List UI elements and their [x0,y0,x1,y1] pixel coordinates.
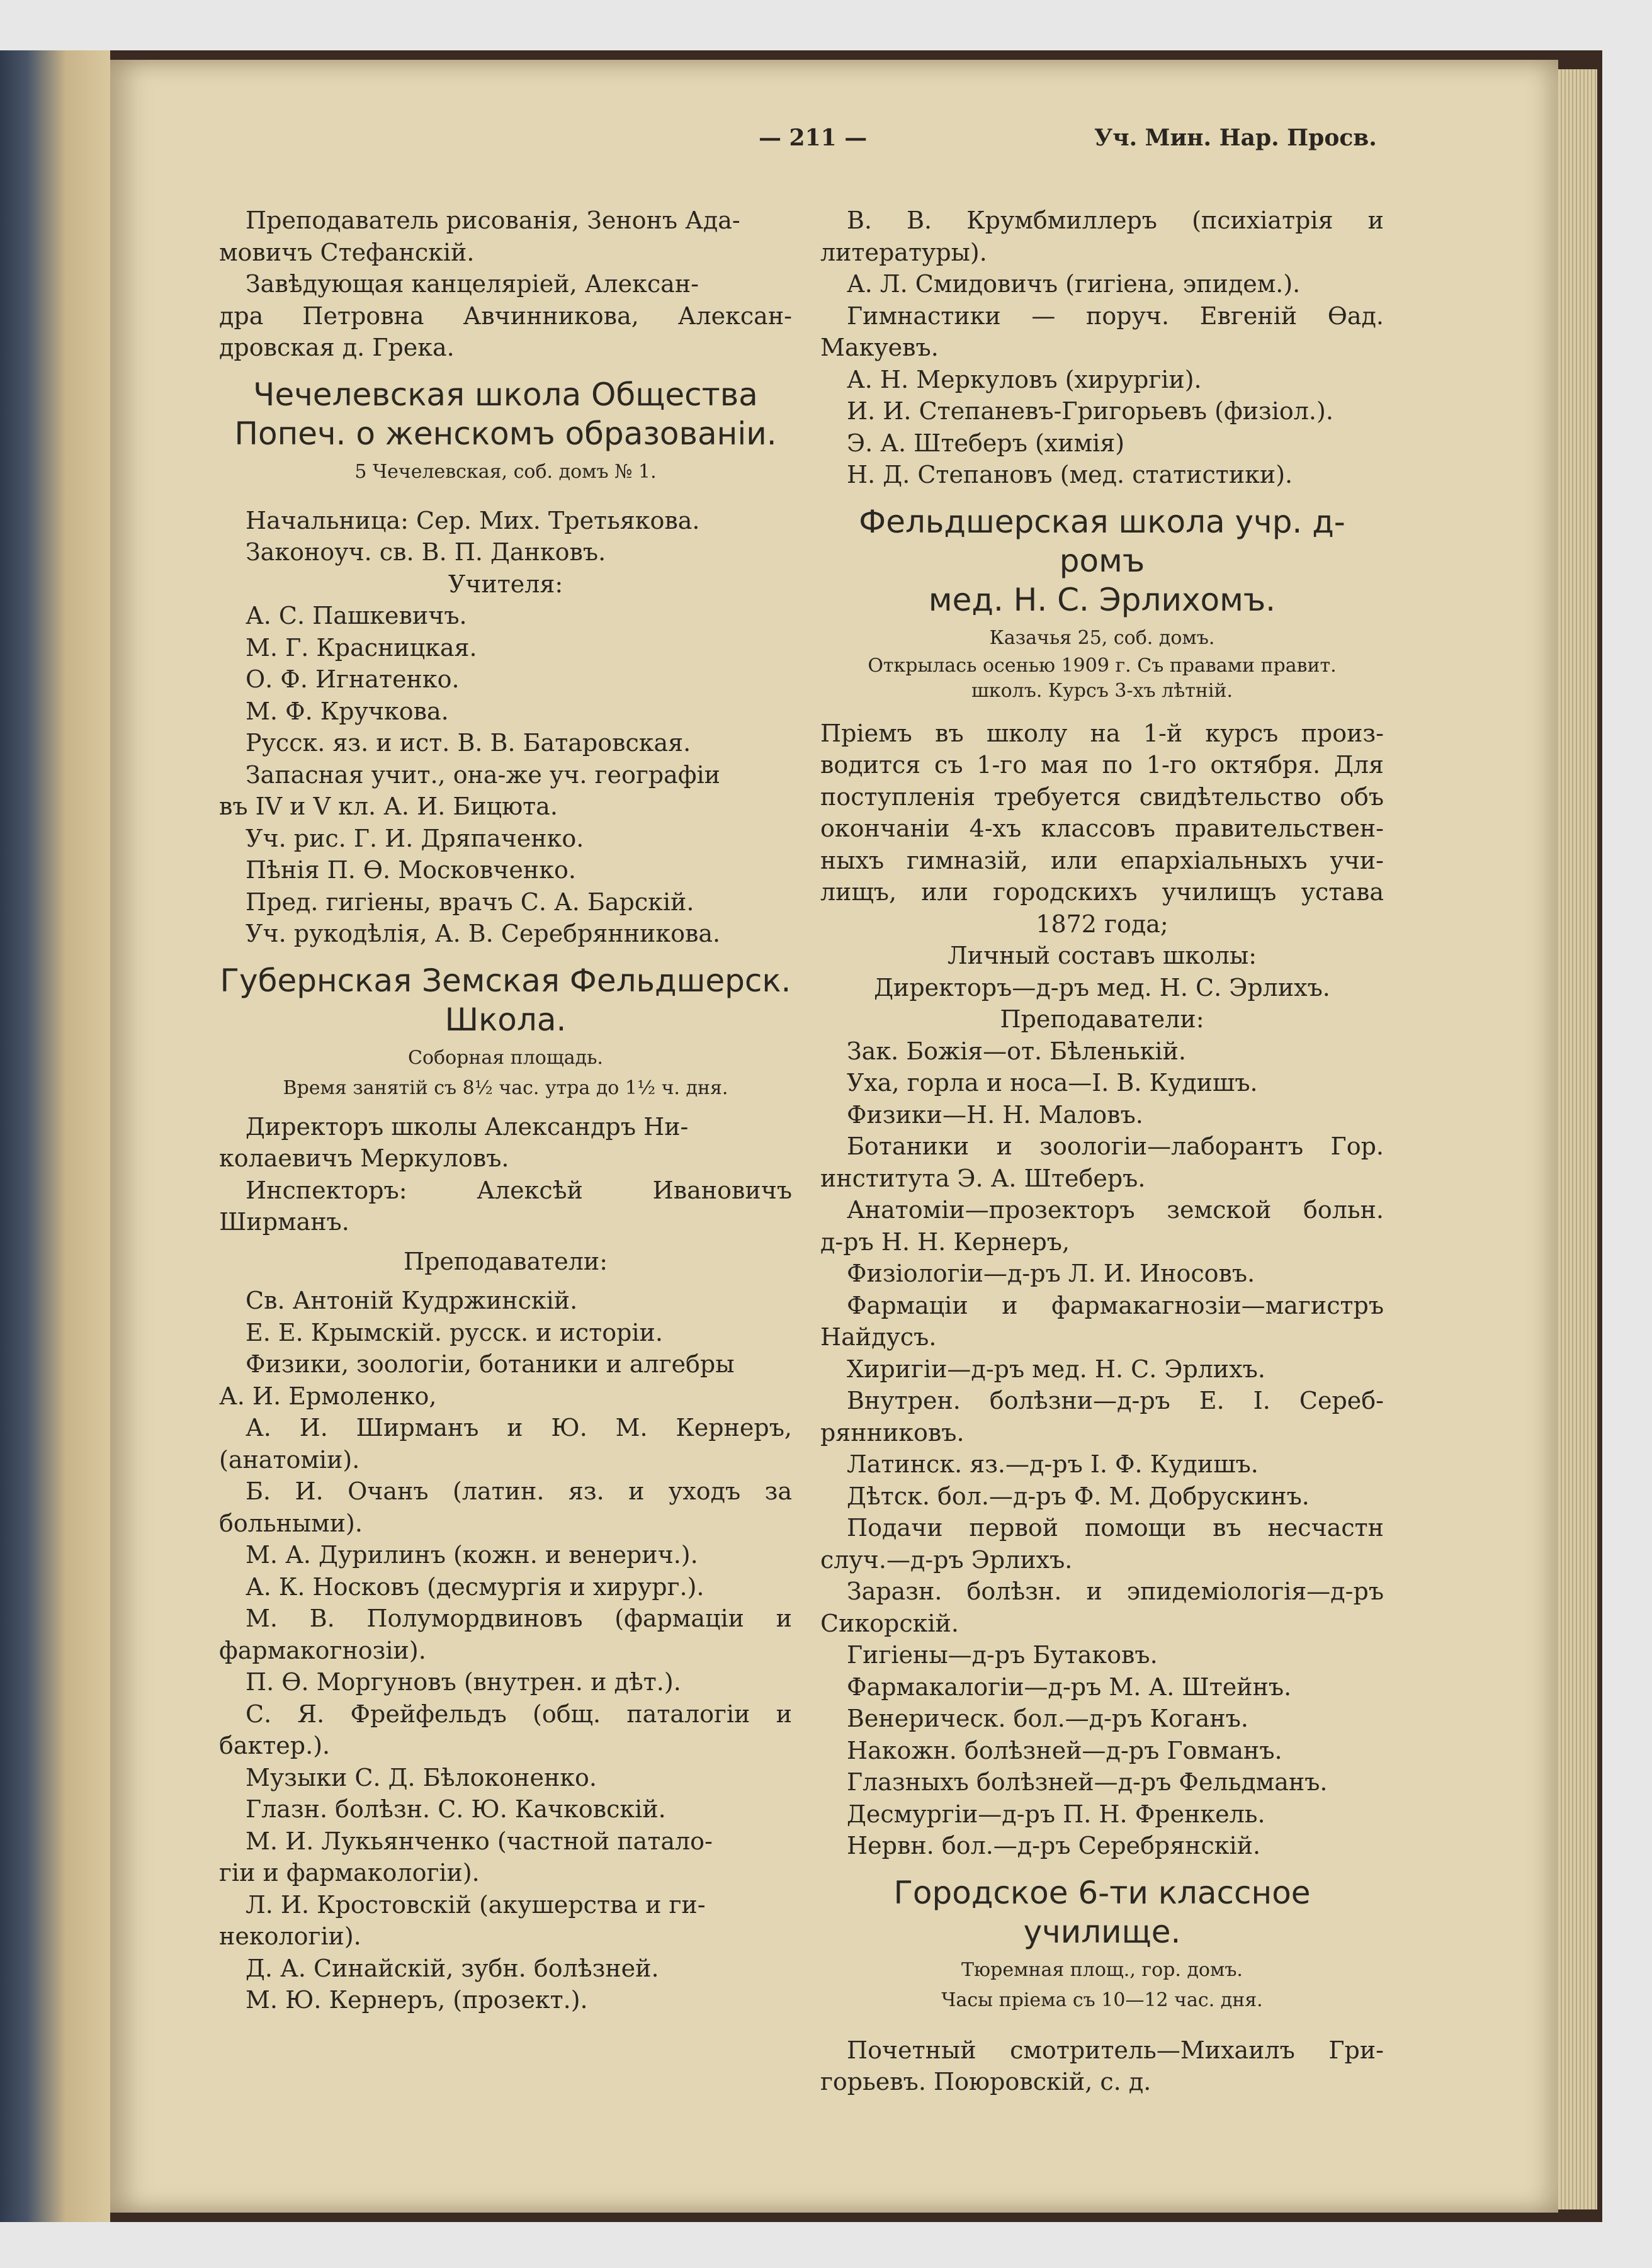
text-line: д-ръ Н. Н. Кернеръ, [820,1227,1070,1256]
text-line: Е. Е. Крымскій. русск. и исторіи. [246,1318,663,1346]
text-line: Ширманъ. [219,1208,349,1236]
text-line: (анатоміи). [219,1445,360,1474]
text-line: А. Л. Смидовичъ (гигіена, эпидем.). [847,270,1301,298]
text-line: Анатоміи—прозекторъ земской больн. [847,1196,1384,1224]
section-address: Соборная площадь. [408,1046,603,1069]
text-line: Директоръ—д-ръ мед. Н. С. Эрлихъ. [874,973,1330,1001]
text-line: Сикорскій. [820,1609,959,1637]
section-note: Открылась осенью 1909 г. Съ правами правит. [868,654,1337,677]
text-line: М. Ю. Кернеръ, (прозект.). [246,1986,588,2014]
text-line: Законоуч. св. В. П. Данковъ. [246,538,606,566]
text-line: А. И. Ширманъ и Ю. М. Кернеръ, [246,1414,792,1441]
text-line: Гигіены—д-ръ Бутаковъ. [847,1641,1158,1669]
text-line: Св. Антоній Кудржинскій. [246,1287,578,1314]
section-title-gorodskoe-uchilishche: Городское 6-ти классное училище. [893,1874,1311,1950]
text-line: Л. И. Кростовскій (акушерства и ги- [246,1890,706,1919]
text-line: Пѣнія П. Ѳ. Московченко. [246,856,576,884]
left-column [219,205,792,2016]
section-address: 5 Чечелевская, соб. домъ № 1. [354,460,657,483]
text-line: А. Н. Меркуловъ (хирургіи). [847,365,1202,393]
text-line: Директоръ школы Александръ Ни- [246,1112,689,1141]
section-hours: Часы пріема съ 10—12 час. дня. [941,1989,1263,2011]
section-note: школъ. Курсъ 3-хъ лѣтній. [971,679,1233,702]
text-line: горьевъ. Поюровскій, с. д. [820,2068,1151,2096]
text-line: Латинск. яз.—д-ръ І. Ф. Кудишъ. [847,1450,1259,1478]
text-line: Макуевъ. [820,334,939,361]
text-line: Фармакалогіи—д-ръ М. А. Штейнъ. [847,1673,1292,1701]
section-hours: Время занятій съ 8½ час. утра до 1½ ч. дня. [283,1076,728,1099]
book-spine [0,50,110,2222]
text-line: поступленія требуется свидѣтельство объ [820,782,1384,811]
text-line: Зак. Божія—от. Бѣленькій. [847,1037,1186,1065]
text-line: Гимнастики — поруч. Евгеній Ѳад. [847,302,1384,330]
text-line: Начальница: Сер. Мих. Третьякова. [246,506,700,534]
section-address: Тюремная площ., гор. домъ. [961,1958,1243,1981]
text-line: Заразн. болѣзн. и эпидеміологія—д-ръ [847,1577,1384,1605]
text-line: некологіи). [219,1922,361,1950]
text-line: П. Ѳ. Моргуновъ (внутрен. и дѣт.). [246,1668,681,1696]
text-line: Уха, горла и носа—І. В. Кудишъ. [847,1069,1258,1097]
section-title-chechelevskaya: Чечелевская школа Общества Попеч. о женскомъ образованіи. [234,376,777,452]
text-line: мовичъ Стефанскій. [219,238,475,266]
text-line: Н. Д. Степановъ (мед. статистики). [847,461,1293,488]
text-line: Физики, зоологіи, ботаники и алгебры [246,1350,735,1378]
text-line: Пред. гигіены, врачъ С. А. Барскій. [246,888,694,916]
page-number: — 211 — [759,125,868,151]
subheading: Личный составъ школы: [947,942,1257,969]
text-line: Дѣтск. бол.—д-ръ Ф. М. Добрускинъ. [847,1482,1310,1510]
text-line: литературы). [820,238,987,266]
text-line: Пріемъ въ школу на 1-й курсъ произ- [820,719,1384,747]
text-line: Завѣдующая канцеляріей, Алексан- [246,270,699,298]
text-line: М. И. Лукьянченко (частной патало- [246,1827,713,1855]
text-line: Инспекторъ: Алексѣй Ивановичъ [246,1176,792,1204]
text-line: въ IV и V кл. А. И. Бицюта. [219,793,558,820]
text-line: колаевичъ Меркуловъ. [219,1144,509,1172]
right-column [820,205,1384,2098]
subheading: Преподаватели: [403,1247,608,1275]
text-line: М. В. Полумордвиновъ (фармаціи и [246,1605,792,1632]
text-line: института Э. А. Штеберъ. [820,1164,1146,1192]
text-line: 1872 года; [1036,910,1168,938]
text-line: Почетный смотритель—Михаилъ Гри- [847,2036,1384,2064]
text-line: водится съ 1-го мая по 1-го октября. Для [820,751,1384,779]
text-line: С. Я. Фрейфельдъ (общ. паталогіи и [246,1700,792,1728]
text-line: Хиригіи—д-ръ мед. Н. С. Эрлихъ. [847,1355,1265,1383]
text-line: В. В. Крумбмиллеръ (психіатрія и [847,206,1384,234]
text-line: Ботаники и зоологіи—лаборантъ Гор. [847,1132,1384,1160]
section-title-gubernskaya: Губернская Земская Фельдшерск. Школа. [220,962,791,1038]
text-line: фармакогнозіи). [219,1636,426,1664]
text-line: М. Г. Красницкая. [246,633,477,662]
text-line: Преподаватель рисованія, Зенонъ Ада- [246,206,740,234]
text-line: Накожн. болѣзней—д-ръ Говманъ. [847,1736,1282,1764]
text-line: Найдусъ. [820,1323,937,1351]
text-line: бактер.). [219,1732,331,1759]
text-line: лищъ, или городскихъ училищъ устава [820,878,1384,906]
text-line: М. А. Дурилинъ (кожн. и венерич.). [246,1541,698,1569]
subheading: Учителя: [448,570,563,598]
text-line: гіи и фармакологіи). [219,1859,480,1887]
page-edges [1558,69,1597,2209]
text-line: Э. А. Штеберъ (химія) [847,429,1125,457]
text-line: больными). [219,1509,363,1537]
text-line: Подачи первой помощи въ несчастн [847,1514,1384,1542]
text-line: М. Ф. Кручкова. [246,697,449,725]
text-line: окончаніи 4-хъ классовъ правительствен- [820,815,1384,842]
text-line: рянниковъ. [820,1418,965,1447]
text-line: А. К. Носковъ (десмургія и хирург.). [246,1572,704,1601]
text-line: Венерическ. бол.—д-ръ Коганъ. [847,1705,1248,1732]
running-title: Уч. Мин. Нар. Просв. [1094,125,1377,151]
text-line: Физіологіи—д-ръ Л. И. Иносовъ. [847,1260,1255,1287]
text-line: А. И. Ермоленко, [219,1382,437,1410]
section-title-feldsherskaya: Фельдшерская школа учр. д-ромъ мед. Н. С. Эрлихомъ. [859,503,1345,618]
text-line: Внутрен. болѣзни—д-ръ Е. І. Сереб- [847,1387,1384,1414]
text-line: Уч. рукодѣлія, А. В. Серебрянникова. [246,920,721,947]
text-line: Музыки С. Д. Бѣлоконенко. [246,1763,597,1791]
text-line: ныхъ гимназій, или епархіальныхъ учи- [820,846,1384,874]
text-line: Д. А. Синайскій, зубн. болѣзней. [246,1954,659,1982]
text-line: случ.—д-ръ Эрлихъ. [820,1545,1073,1574]
text-line: дра Петровна Авчинникова, Алексан- [219,302,792,330]
text-line: Фармаціи и фармакагнозіи—магистръ [847,1291,1384,1319]
text-line: Б. И. Очанъ (латин. яз. и уходъ за [246,1477,792,1505]
text-line: Запасная учит., она-же уч. географіи [246,760,720,789]
text-line: Уч. рис. Г. И. Дряпаченко. [246,824,584,852]
text-line: Глазныхъ болѣзней—д-ръ Фельдманъ. [847,1768,1328,1796]
text-line: О. Ф. Игнатенко. [246,665,460,693]
text-line: Физики—Н. Н. Маловъ. [847,1100,1143,1129]
subheading: Преподаватели: [1000,1005,1204,1033]
text-line: Русск. яз. и ист. В. В. Батаровская. [246,729,691,757]
text-line: Глазн. болѣзн. С. Ю. Качковскій. [246,1795,666,1823]
text-line: дровская д. Грека. [219,334,455,361]
text-line: Нервн. бол.—д-ръ Серебрянскій. [847,1832,1261,1859]
section-address: Казачья 25, соб. домъ. [989,626,1215,649]
text-line: Десмургіи—д-ръ П. Н. Френкель. [847,1800,1265,1828]
text-line: И. И. Степаневъ-Григорьевъ (физіол.). [847,397,1333,425]
text-line: А. С. Пашкевичъ. [246,602,467,629]
